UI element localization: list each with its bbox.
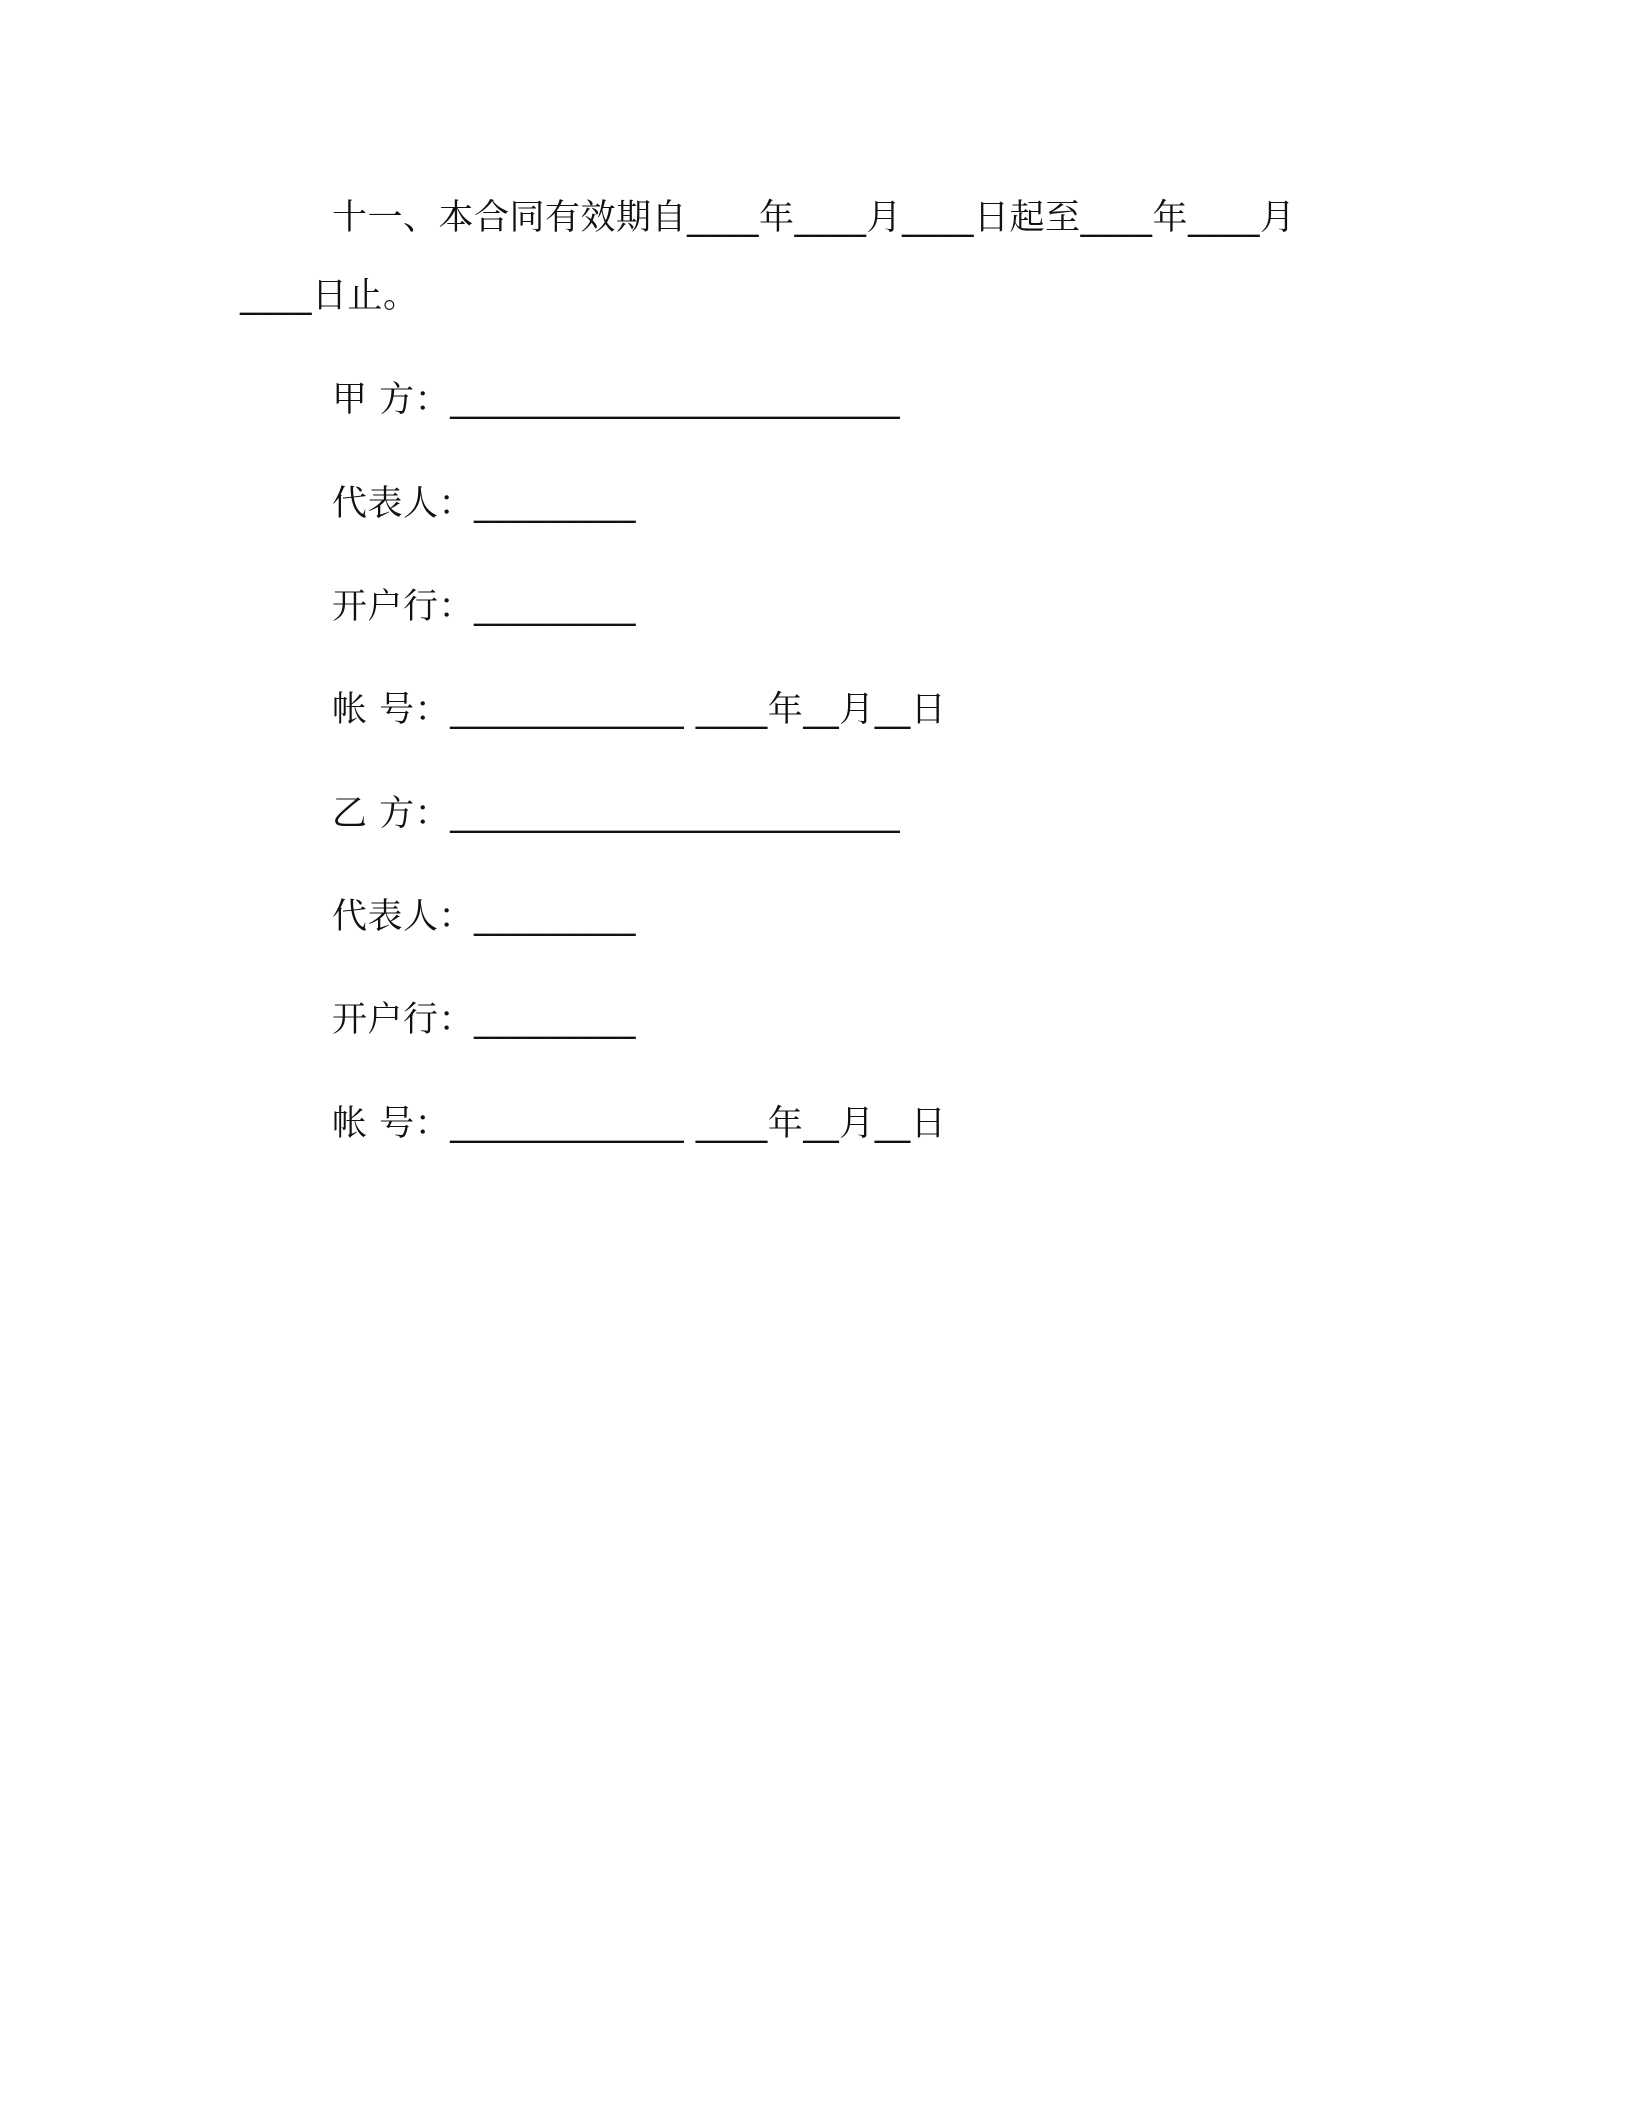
validity-clause-line-2: ____日止。 <box>240 276 419 316</box>
validity-clause-line-1: 十一、本合同有效期自____年____月____日起至____年____月 <box>332 198 1296 238</box>
party-a-representative-field: 代表人：_________ <box>332 484 637 524</box>
party-b-representative-field: 代表人：_________ <box>332 897 637 937</box>
party-b-name-field: 乙 方：_________________________ <box>332 794 901 834</box>
party-a-account-date-field: 帐 号：_____________ ____年__月__日 <box>332 690 947 730</box>
party-b-account-date-field: 帐 号：_____________ ____年__月__日 <box>332 1104 947 1144</box>
party-a-name-field: 甲 方：_________________________ <box>332 380 901 420</box>
party-b-bank-field: 开户行：_________ <box>332 1000 637 1040</box>
party-a-bank-field: 开户行：_________ <box>332 587 637 627</box>
